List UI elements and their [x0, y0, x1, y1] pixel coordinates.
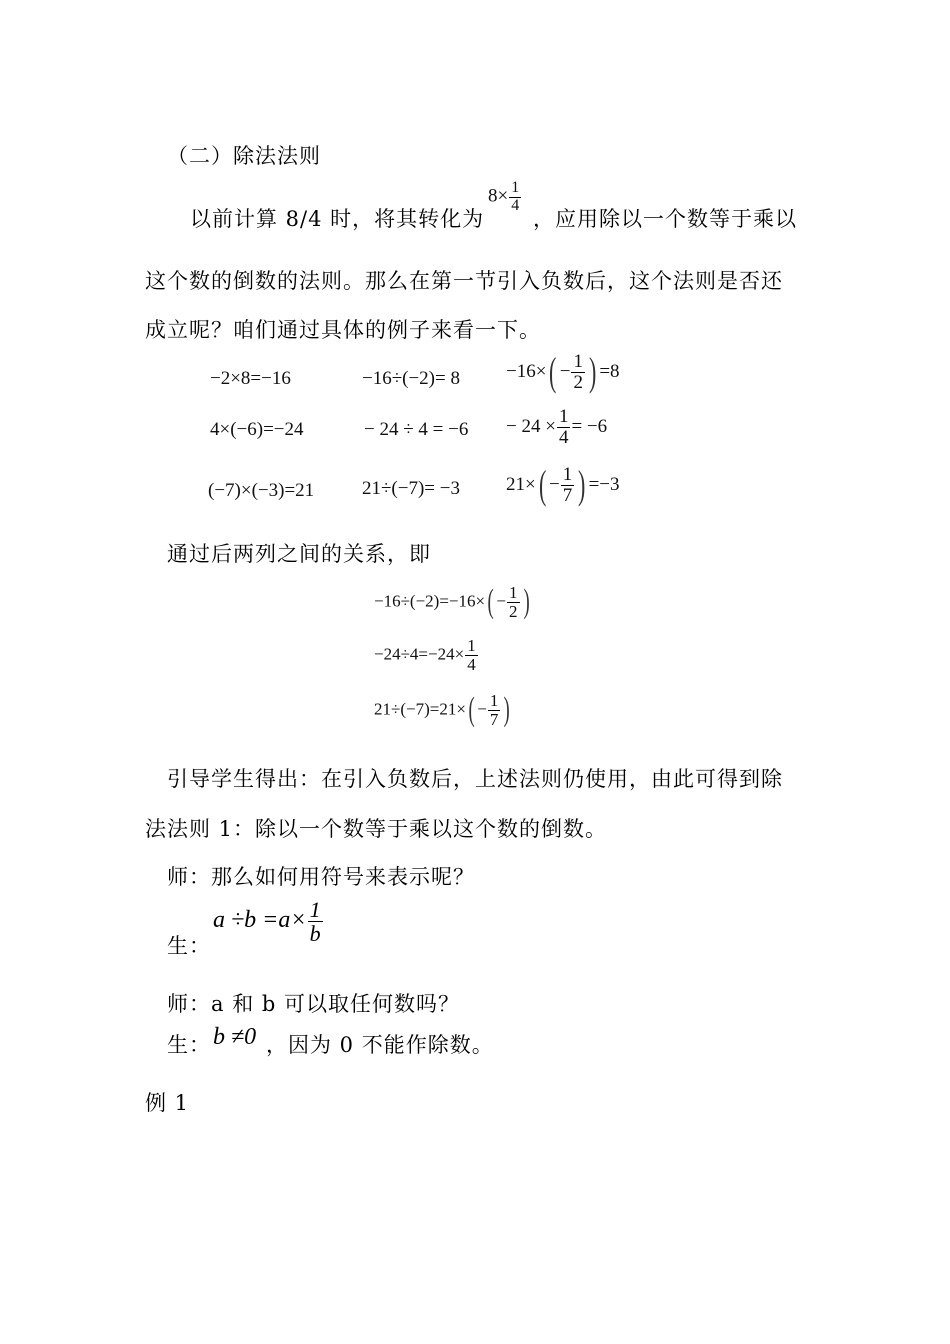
section-title: （二）除法法则: [167, 144, 321, 168]
left-paren: (: [549, 349, 557, 395]
neg-sign: −: [477, 699, 487, 719]
table-r2c2: − 24 ÷ 4 = −6: [364, 419, 469, 440]
expr-suffix: =−3: [588, 473, 620, 495]
fraction-numerator: 1: [558, 406, 569, 427]
table-r3c2: 21÷(−7)= −3: [362, 478, 460, 499]
right-paren: ): [578, 462, 586, 508]
table-r3c1: (−7)×(−3)=21: [208, 480, 315, 501]
intro-line-1-end: ，应用除以一个数等于乘以: [533, 207, 797, 231]
fraction-denominator: b: [309, 921, 321, 947]
student-formula-1: [213, 898, 324, 945]
conclusion-line-1: 引导学生得出：在引入负数后，上述法则仍使用，由此可得到除: [167, 767, 783, 791]
table-r1c1: −2×8=−16: [210, 368, 291, 389]
fraction-denominator: 4: [558, 426, 569, 448]
right-paren: ): [503, 691, 511, 729]
student-formula-2: b ≠0: [213, 1024, 257, 1050]
intro-line-1-start: 以前计算 8/4 时，将其转化为: [190, 207, 485, 231]
left-paren: (: [538, 462, 547, 508]
relation-3: [374, 692, 513, 729]
expr-suffix: =8: [599, 360, 620, 382]
fraction-numerator: 1: [509, 583, 518, 602]
expr-prefix: a ÷b =a×: [213, 907, 307, 934]
left-paren: (: [487, 583, 494, 621]
fraction-denominator: 2: [573, 371, 583, 393]
fraction-denominator: 4: [467, 654, 476, 674]
relation-2: [374, 637, 479, 674]
formula-fraction: [509, 180, 521, 215]
conclusion-line-2: 法法则 1：除以一个数等于乘以这个数的倒数。: [145, 817, 608, 841]
right-paren: ): [523, 583, 530, 621]
neg-sign: −: [496, 591, 507, 611]
table-r1c2: −16÷(−2)= 8: [362, 368, 460, 389]
intro-line-3: 成立呢？咱们通过具体的例子来看一下。: [145, 318, 541, 342]
fraction-numerator: 1: [511, 179, 520, 196]
fraction: [488, 692, 501, 729]
expr-prefix: −24÷4=−24×: [374, 644, 465, 664]
teacher-line-2: 师：a 和 b 可以取任何数吗？: [167, 992, 460, 1016]
example-label: 例 1: [145, 1091, 190, 1115]
expr-prefix: 21÷(−7)=21×: [374, 699, 466, 719]
expr-prefix: −16×: [506, 360, 547, 382]
fraction-numerator: 1: [467, 636, 476, 655]
left-paren: (: [468, 691, 475, 729]
table-r2c3: [506, 407, 607, 448]
fraction-numerator: 1: [489, 691, 499, 710]
neg-sign: −: [559, 360, 571, 382]
expr-prefix: − 24 ×: [506, 415, 556, 437]
fraction: [507, 584, 520, 621]
expr-prefix: −16÷(−2)=−16×: [374, 591, 486, 611]
relation-intro: 通过后两列之间的关系，即: [167, 542, 431, 566]
teacher-line-1: 师：那么如何用符号来表示呢？: [167, 865, 475, 889]
student-label-1: 生：: [167, 934, 211, 958]
fraction: [561, 465, 575, 506]
student-line-2-text: ，因为 0 不能作除数。: [266, 1033, 494, 1057]
intro-inline-formula: [488, 180, 522, 215]
fraction-numerator: 1: [573, 351, 583, 372]
fraction: [557, 407, 571, 448]
intro-line-2: 这个数的倒数的法则。那么在第一节引入负数后，这个法则是否还: [145, 269, 783, 293]
student-label-2: 生：: [167, 1033, 211, 1057]
fraction: [571, 352, 585, 393]
neg-sign: −: [549, 473, 560, 495]
fraction-numerator: 1: [309, 897, 321, 922]
fraction-denominator: 4: [511, 196, 520, 214]
fraction: [465, 637, 478, 674]
fraction: [308, 898, 323, 945]
table-r1c3: [506, 349, 620, 395]
expr-prefix: 21×: [506, 473, 536, 495]
fraction-denominator: 2: [509, 601, 518, 621]
formula-whole: 8×: [488, 185, 509, 207]
fraction-numerator: 1: [562, 464, 573, 485]
table-r3c3: [506, 462, 620, 508]
relation-1: [374, 584, 532, 621]
fraction-denominator: 7: [562, 484, 573, 506]
right-paren: ): [588, 349, 597, 395]
table-r2c1: 4×(−6)=−24: [210, 419, 304, 440]
fraction-denominator: 7: [489, 709, 499, 729]
expr-suffix: = −6: [571, 415, 608, 437]
